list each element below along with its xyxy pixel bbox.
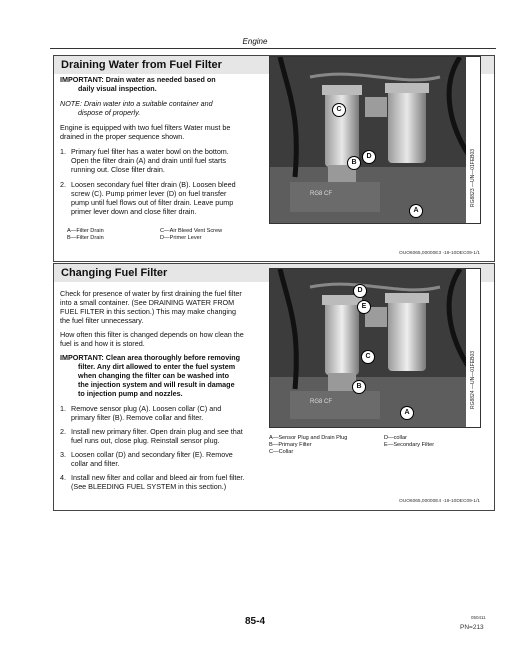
photo-code: RG8823 —UN—01FEB03 xyxy=(470,148,476,207)
fuel-filter-photo xyxy=(269,56,481,224)
section-draining-water xyxy=(53,55,495,262)
page-number: 85-4 xyxy=(244,616,265,627)
step1-line-1: Remove sensor plug (A). Loosen collar (C) and xyxy=(71,404,222,413)
legend-item: A—Filter Drain xyxy=(67,228,104,234)
legend-item: B—Filter Drain xyxy=(67,235,104,241)
section-changing-fuel-filter xyxy=(53,263,495,511)
footer-date: 050411 xyxy=(471,615,486,620)
section-title: Changing Fuel Filter xyxy=(61,267,168,279)
legend-item: D—Primer Lever xyxy=(160,235,202,241)
step1-line-2: Open the filter drain (A) and drain until fuel starts xyxy=(71,156,227,165)
fuel-filter-change-photo-illustration xyxy=(270,269,480,427)
step-number: 4. xyxy=(60,473,66,482)
fuel-filter-photo-illustration xyxy=(270,57,480,223)
step-number: 3. xyxy=(60,450,66,459)
para1-line-2: into a small container. (See DRAINING WATER FROM xyxy=(60,298,235,307)
callout-e: E xyxy=(357,300,371,314)
legend-item: C—Air Bleed Vent Screw xyxy=(160,228,223,234)
header-rule xyxy=(50,48,496,49)
important-line-3: when changing the filter can be washed into xyxy=(78,371,229,380)
step4-line-2: (See BLEEDING FUEL SYSTEM in this section.) xyxy=(71,482,227,491)
step-number: 2. xyxy=(60,427,66,436)
doc-code: OUO6065,00000E3 -19-10DEC09-1/1 xyxy=(399,251,481,256)
callout-a: A xyxy=(400,406,414,420)
step1-line-2: primary filter (B). Remove collar and filter. xyxy=(71,413,204,422)
step1-line-1: Primary fuel filter has a water bowl on the bottom. xyxy=(71,147,229,156)
legend-item: E—Secondary Filter xyxy=(384,442,435,448)
callout-a: A xyxy=(409,204,423,218)
callout-b: B xyxy=(347,156,361,170)
step2-line-1: Loosen secondary fuel filter drain (B). Loosen bleed xyxy=(71,180,236,189)
step2-line-2: fuel runs out, close plug. Reinstall sensor plug. xyxy=(71,436,220,445)
note-line-2: dispose of properly. xyxy=(78,108,141,117)
step2-line-4: primer lever down and close filter drain. xyxy=(71,207,197,216)
intro-line-2: drained in the proper sequence shown. xyxy=(60,132,185,141)
step-number: 1. xyxy=(60,147,66,156)
step2-line-2: screw (C). Pump primer lever (D) on fuel transfer xyxy=(71,189,227,198)
step2-line-1: Install new primary filter. Open drain plug and see that xyxy=(71,427,243,436)
para2-line-2: fuel is and how it is stored. xyxy=(60,339,145,348)
para1-line-4: the fuel filter unnecessary. xyxy=(60,316,144,325)
photo-stamp-text: RG8 CF xyxy=(310,191,333,197)
step4-line-1: Install new filter and collar and bleed air from fuel filter. xyxy=(71,473,245,482)
important-line-2: daily visual inspection. xyxy=(78,84,157,93)
callout-c: C xyxy=(361,350,375,364)
step2-line-3: pump until fuel flows out of filter drain. Leave pump xyxy=(71,198,234,207)
section-title: Draining Water from Fuel Filter xyxy=(61,59,222,71)
intro-line-1: Engine is equipped with two fuel filters Water must be xyxy=(60,123,231,132)
legend-item: A—Sensor Plug and Drain Plug xyxy=(269,435,348,441)
step-number: 1. xyxy=(60,404,66,413)
legend-item: C—Collar xyxy=(269,449,294,455)
doc-code: OUO6065,00000E4 -19-10DEC09-1/1 xyxy=(399,499,481,504)
step3-line-2: collar and filter. xyxy=(71,459,120,468)
step-number: 2. xyxy=(60,180,66,189)
step1-line-3: running out. Close filter drain. xyxy=(71,165,165,174)
photo-code: RG8824 —UN—01FEB03 xyxy=(470,350,476,409)
important-line-5: to injection pump and nozzles. xyxy=(78,389,183,398)
running-header: Engine xyxy=(242,37,268,46)
note-line-1: NOTE: Drain water into a suitable container and xyxy=(60,99,213,108)
legend-item: D—collar xyxy=(384,435,408,441)
important-line-1: IMPORTANT: Clean area thoroughly before removing xyxy=(60,353,240,362)
callout-d: D xyxy=(353,284,367,298)
callout-b: B xyxy=(352,380,366,394)
para1-line-3: FUEL FILTER in this section.) This may make changing xyxy=(60,307,237,316)
callout-c: C xyxy=(332,103,346,117)
para2-line-1: How often this filter is changed depends on how clean the xyxy=(60,330,244,339)
legend-item: B—Primary Filter xyxy=(269,442,312,448)
important-line-1: IMPORTANT: Drain water as needed based on xyxy=(60,75,216,84)
fuel-filter-change-photo xyxy=(269,268,481,428)
important-line-2: filter. Any dirt allowed to enter the fuel system xyxy=(78,362,236,371)
step3-line-1: Loosen collar (D) and secondary filter (E). Remove xyxy=(71,450,233,459)
important-line-4: the injection system and will result in damage xyxy=(78,380,235,389)
footer-pn: PN=213 xyxy=(460,624,484,631)
para1-line-1: Check for presence of water by first draining the fuel filter xyxy=(60,289,242,298)
photo-stamp-text: RG8 CF xyxy=(310,399,333,405)
callout-d: D xyxy=(362,150,376,164)
